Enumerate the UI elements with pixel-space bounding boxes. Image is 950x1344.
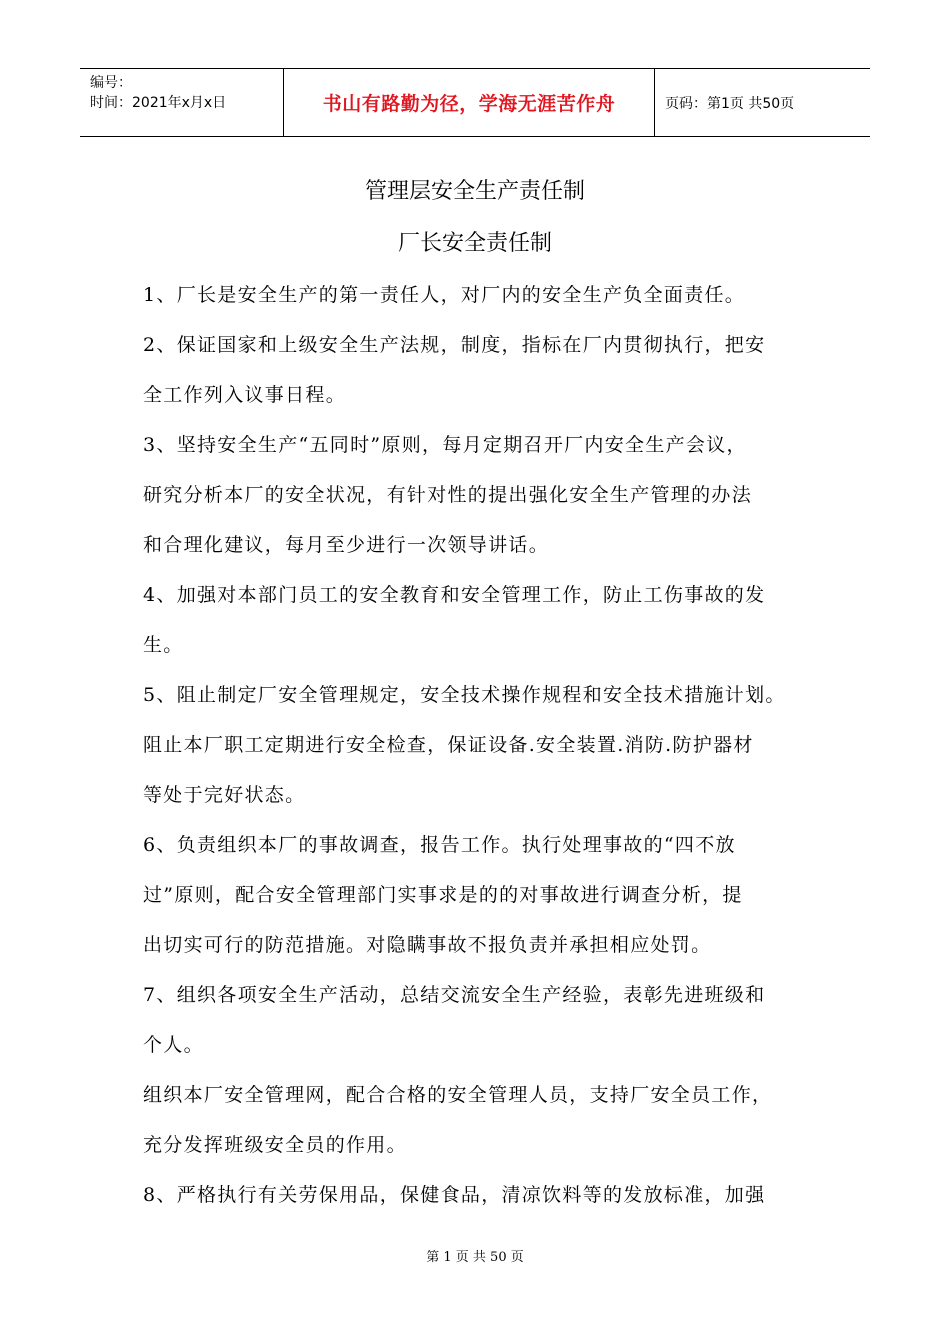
document-title: 管理层安全生产责任制 bbox=[364, 179, 585, 204]
document-subtitle: 厂长安全责任制 bbox=[397, 231, 552, 256]
page-footer: 第 1 页 共 50 页 bbox=[426, 1250, 524, 1265]
body-line: 1、厂长是安全生产的第一责任人，对厂内的安全生产负全面责任。 bbox=[143, 284, 746, 306]
motto-text: 书山有路勤为径，学海无涯苦作舟 bbox=[322, 93, 616, 115]
body-line: 全工作列入议事日程。 bbox=[143, 384, 347, 406]
header-motto-cell bbox=[283, 69, 655, 136]
body-line: 组织本厂安全管理网，配合合格的安全管理人员，支持厂安全员工作， bbox=[143, 1084, 773, 1106]
body-line: 生。 bbox=[143, 634, 184, 656]
body-line: 阻止本厂职工定期进行安全检查，保证设备.安全装置.消防.防护器材 bbox=[143, 734, 754, 756]
body-line: 和合理化建议，每月至少进行一次领导讲话。 bbox=[143, 534, 550, 556]
body-line: 7、组织各项安全生产活动，总结交流安全生产经验，表彰先进班级和 bbox=[143, 984, 766, 1006]
body-line: 6、负责组织本厂的事故调查，报告工作。执行处理事故的“四不放 bbox=[143, 834, 736, 856]
number-label: 编号： bbox=[90, 75, 132, 91]
body-line: 个人。 bbox=[143, 1034, 204, 1056]
header-page-cell bbox=[655, 69, 870, 136]
header-meta-cell bbox=[80, 69, 283, 136]
body-line: 过”原则，配合安全管理部门实事求是的的对事故进行调查分析，提 bbox=[143, 884, 743, 906]
body-line: 研究分析本厂的安全状况，有针对性的提出强化安全生产管理的办法 bbox=[143, 484, 753, 506]
body-line: 3、坚持安全生产“五同时”原则，每月定期召开厂内安全生产会议， bbox=[143, 434, 747, 456]
body-line: 等处于完好状态。 bbox=[143, 784, 306, 806]
document-body bbox=[143, 270, 843, 1220]
page-info: 页码：第1页 共50页 bbox=[665, 95, 795, 112]
header-table bbox=[80, 68, 870, 137]
body-line: 2、保证国家和上级安全生产法规，制度，指标在厂内贯彻执行，把安 bbox=[143, 334, 766, 356]
body-line: 出切实可行的防范措施。对隐瞒事故不报负责并承担相应处罚。 bbox=[143, 934, 712, 956]
time-label: 时间：2021年x月x日 bbox=[90, 95, 227, 111]
body-line: 5、阻止制定厂安全管理规定，安全技术操作规程和安全技术措施计划。 bbox=[143, 684, 786, 706]
body-line: 4、加强对本部门员工的安全教育和安全管理工作，防止工伤事故的发 bbox=[143, 584, 766, 606]
body-line: 充分发挥班级安全员的作用。 bbox=[143, 1134, 407, 1156]
body-line: 8、严格执行有关劳保用品，保健食品，清凉饮料等的发放标准，加强 bbox=[143, 1184, 766, 1206]
